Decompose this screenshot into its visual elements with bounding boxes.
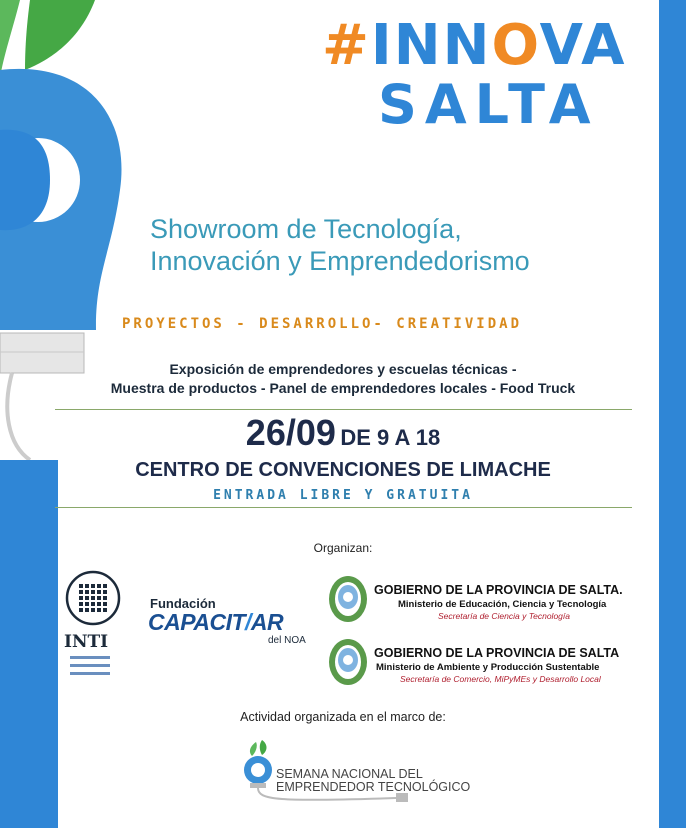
capacitar-fundacion: Fundación [150,596,216,611]
divider [55,507,632,508]
framework-label: Actividad organizada en el marco de: [240,710,446,724]
event-date: 26/09 DE 9 A 18 [245,412,441,453]
event-subtitle: Showroom de Tecnología, Innovación y Emprendedorismo [150,214,530,276]
description-line-1: Exposición de emprendedores y escuelas técnicas - [169,361,517,377]
capacitar-region: del NOA [268,635,306,646]
innova-title: #INNOVA [322,13,627,78]
semana-emprendedor-text: SEMANA NACIONAL DEL EMPRENDEDOR TECNOLÓGICO [276,767,471,794]
inti-name: INTI [64,632,109,652]
pillars-tagline: PROYECTOS - DESARROLLO- CREATIVIDAD [122,316,523,332]
province-shield-icon [326,636,370,688]
organizers-label: Organizan: [313,541,373,555]
description-line-2: Muestra de productos - Panel de emprendedores locales - Food Truck [110,380,576,396]
inti-logo [60,570,126,632]
province-shield-icon [326,573,370,625]
inti-stripes-icon [70,656,110,678]
divider [55,409,632,410]
power-o-icon: O [491,13,540,78]
capacitar-logo: CAPACIT/AR [148,609,284,635]
entry-info: ENTRADA LIBRE Y GRATUITA [213,488,473,503]
event-venue: CENTRO DE CONVENCIONES DE LIMACHE [135,459,551,481]
salta-title: SALTA [378,73,599,136]
leaf-icon [25,0,95,70]
